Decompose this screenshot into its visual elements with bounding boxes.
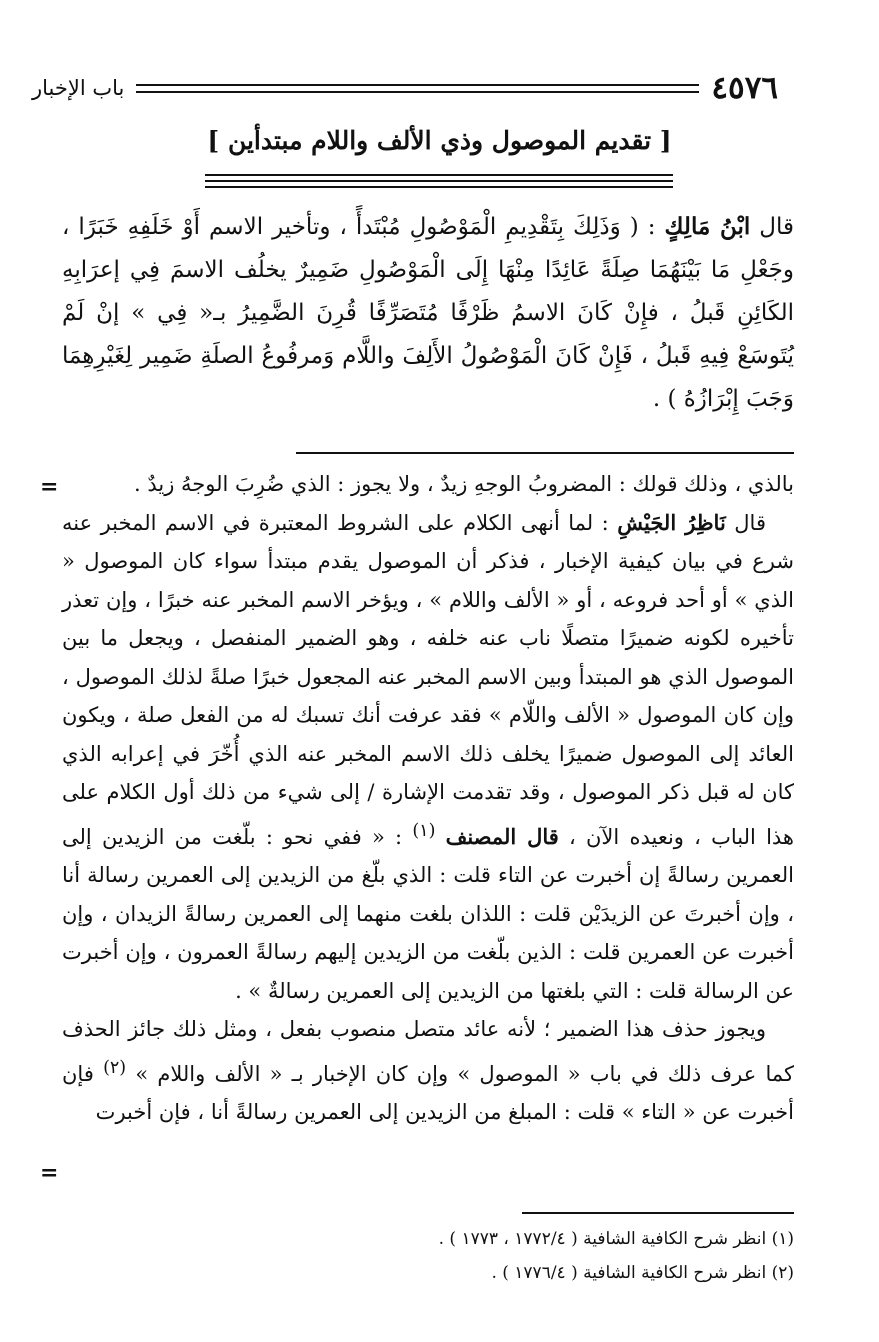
footnote-2: (٢) انظر شرح الكافية الشافية ( ١٧٧٦/٤ ) . [491, 1263, 794, 1283]
matn-divider [296, 452, 794, 454]
title-triple-rule [205, 174, 673, 192]
continuation-mark-start: = [40, 474, 59, 500]
commentary-author: نَاظِرُ الجَيْشِ [617, 509, 726, 535]
musannif-label: قال المصنف [445, 823, 559, 849]
footnote-ref-2: (٢) [103, 1057, 127, 1078]
footnotes [62, 1222, 794, 1290]
page-number: ٤٥٧٦ [711, 70, 778, 106]
commentary-paragraph-1 [62, 504, 794, 1011]
matn-lead: قال [759, 214, 795, 240]
continuation-mark-end: = [40, 1160, 59, 1186]
commentary [62, 465, 794, 1132]
commentary-lead: قال [734, 510, 766, 535]
commentary-text-2: ويجوز حذف هذا الضمير ؛ لأنه عائد متصل منصوب بفعل ، ومثل ذلك جائز الحذف كما عرف ذلك في باب « الموصول » وإن كان الإخبار بـ « الألف واللام » [62, 1017, 794, 1086]
matn-author: ابْنُ مَالِكٍ [664, 213, 751, 240]
section-title: [ تقديم الموصول وذي الألف واللام مبتدأين ] [207, 126, 672, 155]
running-title: باب الإخبار [32, 76, 125, 100]
footnote-ref-1: (١) [412, 820, 436, 841]
commentary-text-3: فإن أخبرت عن « التاء » قلت : المبلغ من الزيدين إلى العمرين رسالةً أنا ، فإن أخبرت [62, 1061, 794, 1124]
header-double-rule [136, 84, 699, 93]
matn-quote [62, 205, 794, 421]
commentary-paragraph-2 [62, 1010, 794, 1132]
continuation-line: بالذي ، وذلك قولك : المضروبُ الوجهِ زيدٌ ، ولا يجوز : الذي ضُرِبَ الوجهُ زيدٌ . [134, 472, 794, 496]
commentary-text: : لما أنهى الكلام على الشروط المعتبرة في الاسم المخبر عنه شرع في بيان كيفية الإخبار ، فذكر أن الموصول يقدم مبتدأ سواء كان الموصول « الذي » أو أحد فروعه ، أو « الألف واللام » ، ويؤخر الاسم المخبر عنه خبرًا ، وإن تعذر تأخيره لكونه ضميرًا متصلًا ناب عنه خلفه ، وهو الضمير المنفصل ، ويجعل ما بين الموصول الذي هو المبتدأ وبين الاسم المخبر عنه المجعول خبرًا صلةً لذلك الموصول ، وإن كان الموصول « الألف واللّام » فقد عرفت أنك تسبك له من الفعل صلة ، ويكون العائد إلى الموصول ضميرًا يخلف ذلك الاسم المخبر عنه الذي أُخّرَ في إعرابه الذي كان له قبل ذكر الموصول ، وقد تقدمت الإشارة / إلى شيء من ذلك أول الكلام على هذا الباب ، ونعيده الآن ، [62, 510, 794, 849]
running-header [32, 68, 778, 108]
footnote-1: (١) انظر شرح الكافية الشافية ( ١٧٧٢/٤ ، ١٧٧٣ ) . [438, 1229, 794, 1249]
commentary-example-text: : « ففي نحو : بلّغت من الزيدين إلى العمرين رسالةً إن أخبرت عن التاء قلت : الذي بلّغ من الزيدين إلى العمرين رسالة أنا ، وإن أخبرتَ عن الزيدَيْن قلت : اللذان بلغت منهما إلى العمرين رسالةً الزيدان ، وإن أخبرت عن العمرين قلت : الذين بلّغت من الزيدين إليهم رسالةً العمرون ، وإن أخبرت عن الرسالة قلت : التي بلغتها من الزيدين إلى العمرين رسالةٌ » . [62, 824, 794, 1003]
footnote-divider [522, 1212, 794, 1214]
matn-body: : ( وَذَلِكَ بِتَقْدِيمِ الْمَوْصُولِ مُبْتَدأً ، وتأخير الاسم أَوْ خَلَفِهِ خَبَرًا ، وجَعْلِ مَا بَيْنَهُمَا صِلَةً عَائِدًا مِنْهَا إِلَى الْمَوْصُولِ ضَمِيرٌ يخلُف الاسمَ فِي إعرَابِهِ الكَائِنِ قَبلُ ، فإِنْ كَانَ الاسمُ ظَرْفًا مُتَصَرِّفًا قُرِنَ الضَّمِيرُ بـ« فِي » إنْ لَمْ يُتَوسَعْ فِيهِ قَبلُ ، فَإِنْ كَانَ الْمَوْصُولُ الأَلِفَ واللَّام وَمرفُوعُ الصلَةِ ضَمِير لِغَيْرِهِمَا وَجَبَ إِبْرَازُهُ ) . [62, 214, 794, 412]
